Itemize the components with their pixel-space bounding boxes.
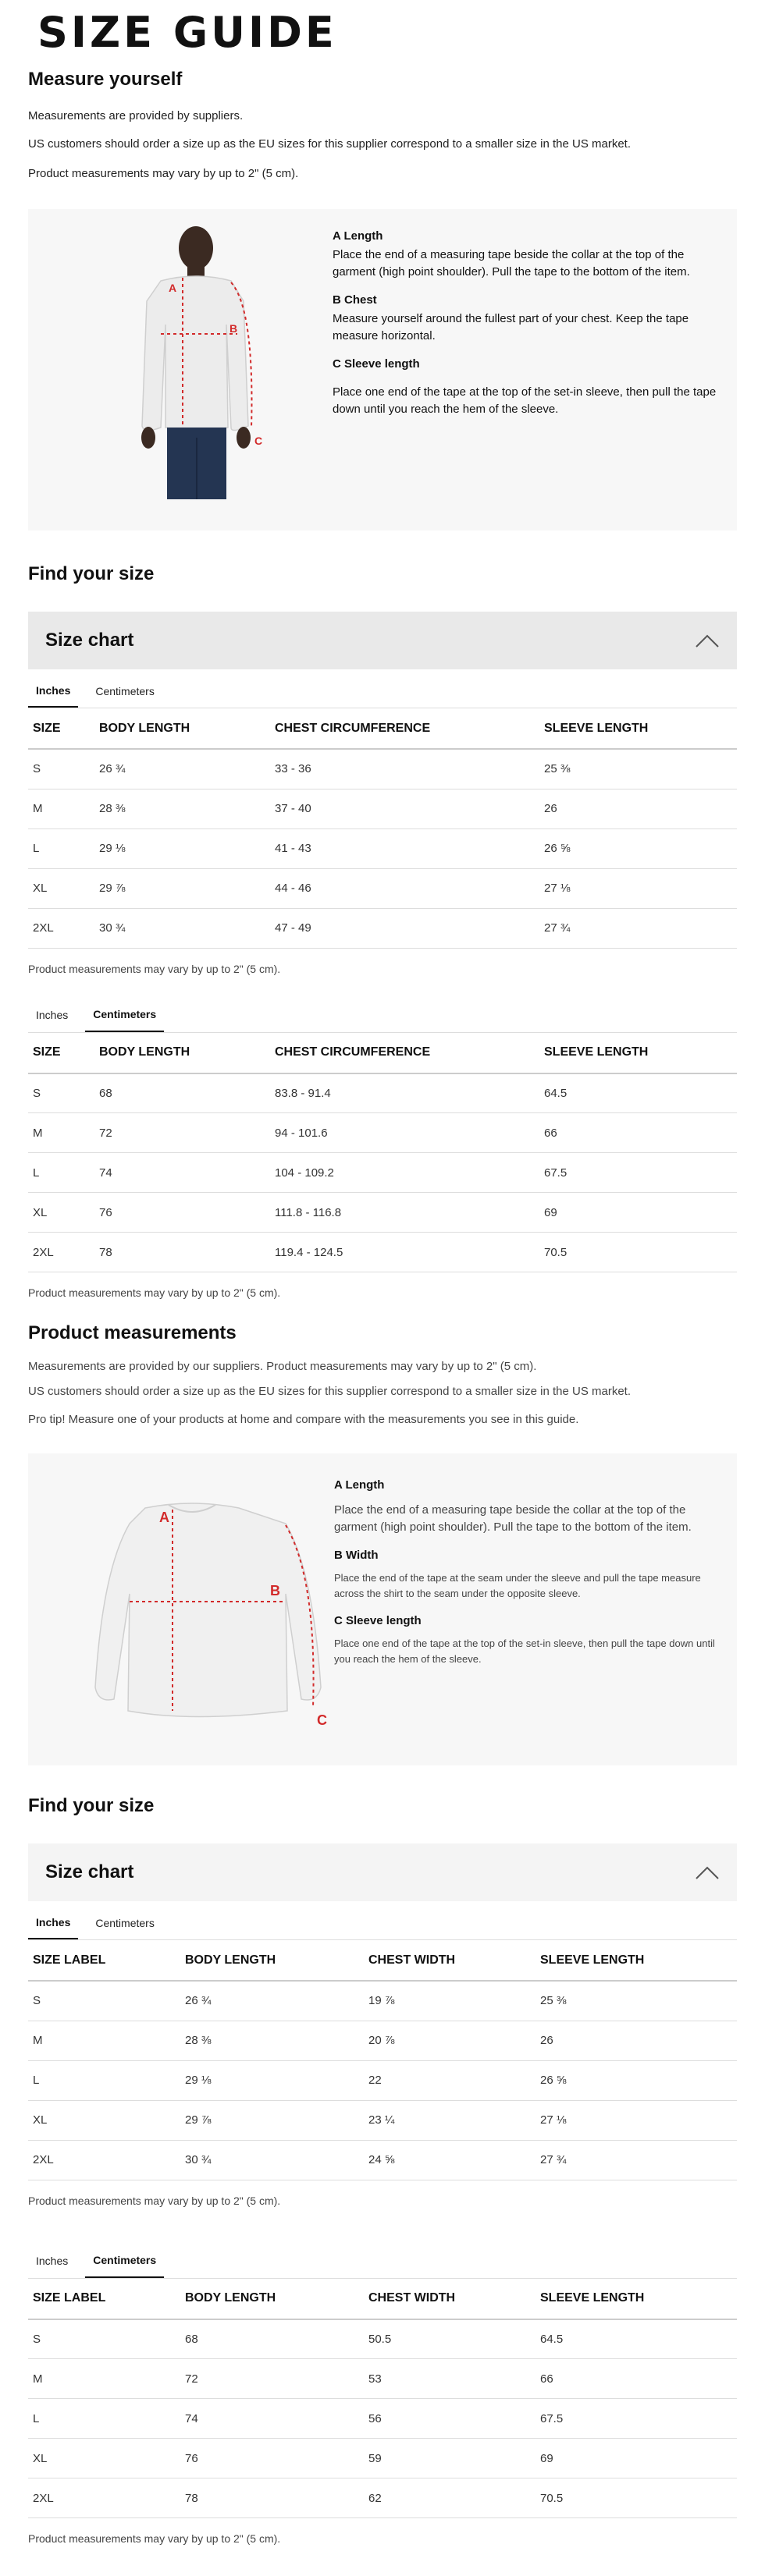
column-header: CHEST CIRCUMFERENCE: [270, 1033, 539, 1073]
size-chart-accordion-header[interactable]: [28, 612, 737, 669]
table-row: [28, 2319, 737, 2359]
table-cell: 2XL: [28, 2478, 180, 2518]
table-cell: 72: [94, 1113, 270, 1153]
unit-tabs: [28, 999, 737, 1033]
product-measure-instructions: [334, 1477, 724, 1678]
table-cell: XL: [28, 1193, 94, 1233]
tab-centimeters[interactable]: Centimeters: [95, 1916, 155, 1929]
table-cell: 66: [539, 1113, 737, 1153]
variance-note: Product measurements may vary by up to 2" (5 cm).: [28, 962, 281, 975]
table-cell: 50.5: [364, 2319, 536, 2359]
table-cell: 22: [364, 2060, 536, 2100]
table-cell: 67.5: [539, 1153, 737, 1193]
table-cell: 59: [364, 2439, 536, 2478]
table-row: [28, 1981, 737, 2021]
table-cell: 76: [94, 1193, 270, 1233]
size-table-inches: [28, 1940, 737, 2180]
label-a: A: [159, 1510, 169, 1525]
product-text-2: US customers should order a size up as the EU sizes for this supplier correspond to a smaller size in the US market.: [28, 1385, 631, 1398]
table-cell: L: [28, 2399, 180, 2439]
table-row: [28, 868, 737, 908]
table-row: [28, 2399, 737, 2439]
tab-inches[interactable]: Inches: [36, 2255, 69, 2267]
label-b: B: [270, 1583, 280, 1598]
tab-inches[interactable]: Inches: [28, 674, 78, 708]
table-cell: 41 - 43: [270, 829, 539, 868]
table-cell: 68: [180, 2319, 364, 2359]
table-cell: 26: [539, 789, 737, 829]
table-cell: 2XL: [28, 908, 94, 948]
table-cell: L: [28, 829, 94, 868]
table-cell: 76: [180, 2439, 364, 2478]
table-cell: 44 - 46: [270, 868, 539, 908]
tab-inches[interactable]: Inches: [28, 1906, 78, 1939]
column-header: BODY LENGTH: [94, 708, 270, 749]
table-cell: 83.8 - 91.4: [270, 1073, 539, 1113]
variance-note: Product measurements may vary by up to 2" (5 cm).: [28, 2532, 281, 2545]
column-header: SLEEVE LENGTH: [536, 2279, 737, 2319]
model-measurement-illustration: [106, 223, 317, 504]
intro-text-3: Product measurements may vary by up to 2" (5 cm).: [28, 167, 299, 180]
table-cell: 70.5: [536, 2478, 737, 2518]
table-row: [28, 2140, 737, 2180]
find-your-size-heading: Find your size: [28, 1795, 155, 1816]
table-cell: 26 ¾: [94, 749, 270, 789]
table-cell: 27 ⅛: [539, 868, 737, 908]
table-cell: 67.5: [536, 2399, 737, 2439]
table-cell: XL: [28, 868, 94, 908]
size-table-centimeters: [28, 2279, 737, 2519]
unit-tabs: [28, 2244, 737, 2279]
measure-yourself-panel: [28, 209, 737, 530]
length-title: A Length: [333, 229, 383, 243]
table-cell: 64.5: [536, 2319, 737, 2359]
measure-yourself-heading: Measure yourself: [28, 69, 183, 90]
table-cell: S: [28, 1981, 180, 2021]
table-row: [28, 2100, 737, 2140]
table-cell: 119.4 - 124.5: [270, 1233, 539, 1272]
table-cell: M: [28, 2021, 180, 2060]
chest-title: B Chest: [333, 293, 377, 307]
sleeve-text: Place one end of the tape at the top of the set-in sleeve, then pull the tape down until you reach the hem of the sleeve.: [333, 385, 717, 416]
intro-text-2: US customers should order a size up as the EU sizes for this supplier correspond to a smaller size in the US market.: [28, 137, 631, 151]
column-header: BODY LENGTH: [180, 2279, 364, 2319]
label-c: C: [254, 435, 263, 447]
table-row: [28, 1233, 737, 1272]
size-chart-accordion-header[interactable]: [28, 1843, 737, 1901]
sleeve-title: C Sleeve length: [334, 1614, 422, 1627]
table-cell: 64.5: [539, 1073, 737, 1113]
table-cell: 70.5: [539, 1233, 737, 1272]
table-cell: 23 ¼: [364, 2100, 536, 2140]
table-row: [28, 2439, 737, 2478]
table-cell: 25 ⅜: [539, 749, 737, 789]
chest-text: Measure yourself around the fullest part of your chest. Keep the tape measure horizontal.: [333, 312, 689, 342]
table-cell: 29 ⅛: [180, 2060, 364, 2100]
size-table-inches: [28, 708, 737, 949]
table-cell: 27 ⅛: [536, 2100, 737, 2140]
table-cell: 26 ⅝: [536, 2060, 737, 2100]
table-cell: M: [28, 789, 94, 829]
table-header-row: [28, 2279, 737, 2319]
table-cell: 26: [536, 2021, 737, 2060]
variance-note: Product measurements may vary by up to 2" (5 cm).: [28, 1286, 281, 1299]
garment-measurement-illustration: [59, 1477, 340, 1742]
table-cell: 53: [364, 2359, 536, 2399]
tab-inches[interactable]: Inches: [36, 1009, 69, 1021]
table-row: [28, 749, 737, 789]
table-cell: 68: [94, 1073, 270, 1113]
table-cell: 104 - 109.2: [270, 1153, 539, 1193]
tab-centimeters[interactable]: Centimeters: [95, 684, 155, 697]
column-header: BODY LENGTH: [180, 1940, 364, 1981]
table-row: [28, 2359, 737, 2399]
table-cell: 69: [539, 1193, 737, 1233]
table-row: [28, 2060, 737, 2100]
table-cell: XL: [28, 2439, 180, 2478]
table-cell: L: [28, 1153, 94, 1193]
length-title: A Length: [334, 1478, 385, 1492]
width-text: Place the end of the tape at the seam under the sleeve and pull the tape measure across the shirt to the seam under the opposite sleeve.: [334, 1572, 701, 1599]
table-cell: 111.8 - 116.8: [270, 1193, 539, 1233]
column-header: BODY LENGTH: [94, 1033, 270, 1073]
chevron-up-icon[interactable]: [695, 1865, 720, 1880]
table-row: [28, 789, 737, 829]
table-cell: 37 - 40: [270, 789, 539, 829]
table-row: [28, 1073, 737, 1113]
table-cell: 28 ⅜: [94, 789, 270, 829]
column-header: SIZE LABEL: [28, 2279, 180, 2319]
table-row: [28, 829, 737, 868]
column-header: SIZE LABEL: [28, 1940, 180, 1981]
table-cell: 29 ⅛: [94, 829, 270, 868]
table-cell: 33 - 36: [270, 749, 539, 789]
product-text-3: Pro tip! Measure one of your products at home and compare with the measurements you see in this guide.: [28, 1413, 579, 1426]
table-row: [28, 1153, 737, 1193]
table-cell: 30 ¾: [94, 908, 270, 948]
intro-text-1: Measurements are provided by suppliers.: [28, 109, 244, 122]
column-header: SIZE: [28, 708, 94, 749]
table-cell: 29 ⅞: [94, 868, 270, 908]
table-cell: 78: [180, 2478, 364, 2518]
table-row: [28, 2478, 737, 2518]
label-a: A: [169, 282, 177, 294]
table-cell: 2XL: [28, 2140, 180, 2180]
table-cell: 20 ⅞: [364, 2021, 536, 2060]
table-cell: 74: [94, 1153, 270, 1193]
table-cell: 19 ⅞: [364, 1981, 536, 2021]
width-title: B Width: [334, 1549, 379, 1562]
table-cell: 72: [180, 2359, 364, 2399]
table-cell: 94 - 101.6: [270, 1113, 539, 1153]
table-cell: 25 ⅜: [536, 1981, 737, 2021]
table-cell: L: [28, 2060, 180, 2100]
column-header: CHEST WIDTH: [364, 2279, 536, 2319]
tab-centimeters[interactable]: Centimeters: [85, 999, 164, 1032]
tab-centimeters[interactable]: Centimeters: [85, 2244, 164, 2278]
table-cell: 29 ⅞: [180, 2100, 364, 2140]
product-measurements-heading: Product measurements: [28, 1322, 237, 1343]
label-c: C: [317, 1712, 327, 1728]
table-cell: 30 ¾: [180, 2140, 364, 2180]
unit-tabs: [28, 674, 737, 708]
table-row: [28, 908, 737, 948]
table-cell: S: [28, 749, 94, 789]
column-header: CHEST WIDTH: [364, 1940, 536, 1981]
length-text: Place the end of a measuring tape beside the collar at the top of the garment (high point shoulder). Pull the tape to the bottom of the item.: [334, 1503, 692, 1534]
chevron-up-icon[interactable]: [695, 633, 720, 648]
table-cell: 26 ⅝: [539, 829, 737, 868]
size-chart-title: Size chart: [45, 630, 134, 651]
table-cell: 28 ⅜: [180, 2021, 364, 2060]
size-table-centimeters: [28, 1033, 737, 1273]
table-cell: 27 ¾: [539, 908, 737, 948]
table-cell: 26 ¾: [180, 1981, 364, 2021]
table-cell: M: [28, 1113, 94, 1153]
column-header: SLEEVE LENGTH: [536, 1940, 737, 1981]
table-row: [28, 1113, 737, 1153]
sleeve-title: C Sleeve length: [333, 357, 420, 371]
table-row: [28, 2021, 737, 2060]
find-your-size-heading: Find your size: [28, 563, 155, 584]
variance-note: Product measurements may vary by up to 2" (5 cm).: [28, 2194, 281, 2207]
table-cell: 62: [364, 2478, 536, 2518]
table-cell: 69: [536, 2439, 737, 2478]
table-cell: 74: [180, 2399, 364, 2439]
table-cell: 24 ⅝: [364, 2140, 536, 2180]
sleeve-text: Place one end of the tape at the top of the set-in sleeve, then pull the tape down until you reach the hem of the sleeve.: [334, 1637, 715, 1665]
page-title: SIZE GUIDE: [37, 8, 337, 57]
table-cell: 47 - 49: [270, 908, 539, 948]
table-cell: 78: [94, 1233, 270, 1272]
length-text: Place the end of a measuring tape beside the collar at the top of the garment (high point shoulder). Pull the tape to the bottom of the item.: [333, 248, 690, 279]
table-header-row: [28, 1940, 737, 1981]
product-measurements-panel: [28, 1453, 737, 1765]
table-header-row: [28, 708, 737, 749]
table-header-row: [28, 1033, 737, 1073]
measure-instructions: [333, 228, 723, 429]
label-b: B: [230, 322, 238, 335]
size-chart-title: Size chart: [45, 1861, 134, 1882]
table-cell: S: [28, 1073, 94, 1113]
table-cell: XL: [28, 2100, 180, 2140]
column-header: CHEST CIRCUMFERENCE: [270, 708, 539, 749]
unit-tabs: [28, 1906, 737, 1940]
column-header: SLEEVE LENGTH: [539, 708, 737, 749]
column-header: SLEEVE LENGTH: [539, 1033, 737, 1073]
column-header: SIZE: [28, 1033, 94, 1073]
table-cell: 2XL: [28, 1233, 94, 1272]
table-cell: S: [28, 2319, 180, 2359]
table-cell: 27 ¾: [536, 2140, 737, 2180]
product-text-1: Measurements are provided by our suppliers. Product measurements may vary by up to 2" (5 cm).: [28, 1360, 537, 1373]
table-cell: 56: [364, 2399, 536, 2439]
table-cell: M: [28, 2359, 180, 2399]
table-cell: 66: [536, 2359, 737, 2399]
table-row: [28, 1193, 737, 1233]
